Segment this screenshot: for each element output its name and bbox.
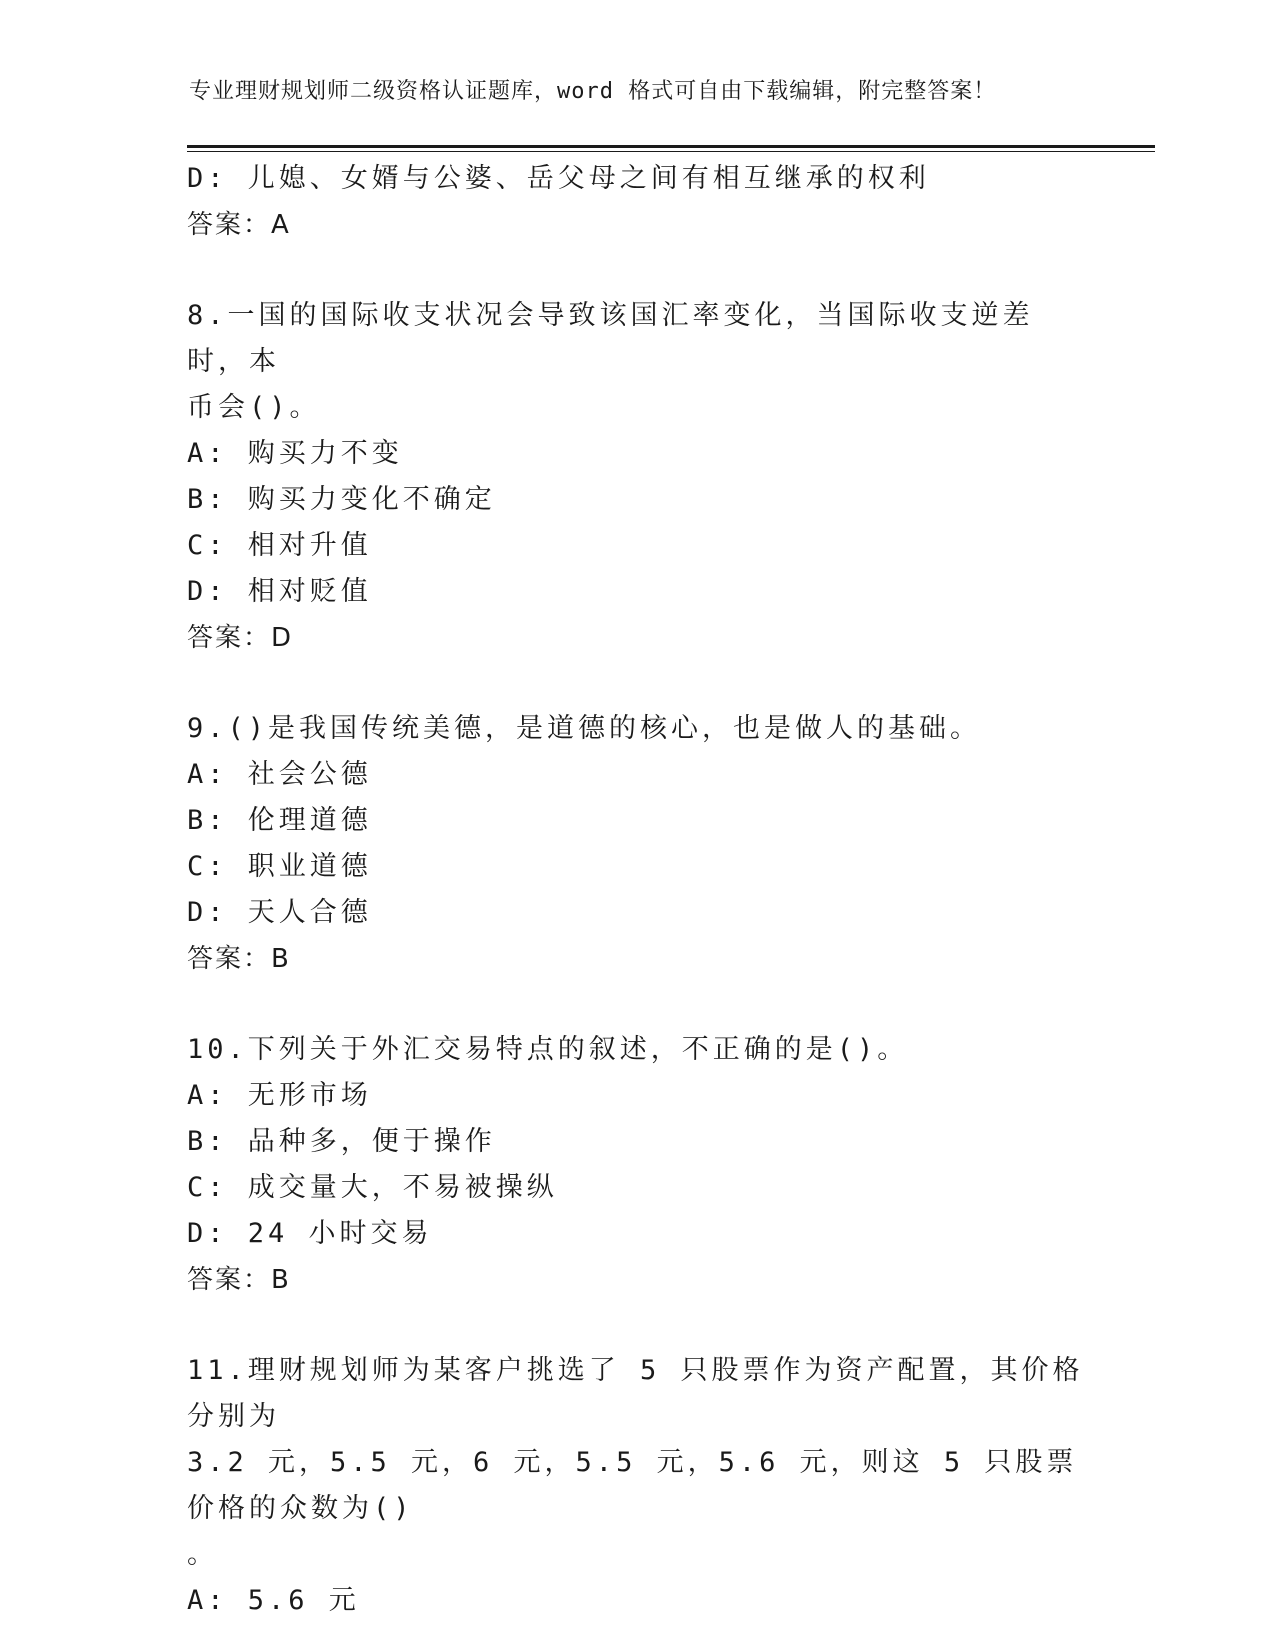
option-a: A: 5.6 元 [187, 1585, 360, 1616]
option-a: A: 购买力不变 [187, 438, 403, 469]
option-d: D: 相对贬值 [187, 576, 372, 607]
answer: 答案：D [187, 623, 294, 653]
question-text: 11.理财规划师为某客户挑选了 5 只股票作为资产配置，其价格分别为 3.2 元，5.5 元，6 元，5.5 元，5.6 元，则这 5 只股票价格的众数为() 。 [187, 1355, 1084, 1570]
option-b: B: 购买力变化不确定 [187, 484, 496, 515]
option-c: C: 职业道德 [187, 851, 372, 882]
option-b: B: 伦理道德 [187, 805, 372, 836]
option-c: C: 成交量大，不易被操纵 [187, 1172, 558, 1203]
question-9 [187, 706, 1087, 982]
option-a: A: 社会公德 [187, 759, 372, 790]
page-header: 专业理财规划师二级资格认证题库，word 格式可自由下载编辑，附完整答案！ [189, 79, 997, 104]
question-11 [187, 1348, 1087, 1624]
question-text: 9.()是我国传统美德，是道德的核心，也是做人的基础。 [187, 713, 982, 744]
option-d: D: 儿媳、女婿与公婆、岳父母之间有相互继承的权利 [187, 163, 930, 194]
header-rule-thin [187, 151, 1155, 152]
option-d: D: 24 小时交易 [187, 1218, 433, 1249]
option-a: A: 无形市场 [187, 1080, 372, 1111]
question-10 [187, 1027, 1087, 1303]
answer: 答案：B [187, 944, 291, 974]
answer: 答案：A [187, 210, 291, 240]
document-body [187, 156, 1087, 1624]
header-rule-thick [187, 145, 1155, 148]
question-text: 10.下列关于外汇交易特点的叙述，不正确的是()。 [187, 1034, 909, 1065]
question-8 [187, 293, 1087, 661]
question-text: 8.一国的国际收支状况会导致该国汇率变化，当国际收支逆差时，本 币会()。 [187, 300, 1034, 423]
option-c: C: 相对升值 [187, 530, 372, 561]
option-b: B: 品种多，便于操作 [187, 1126, 496, 1157]
option-d: D: 天人合德 [187, 897, 372, 928]
answer: 答案：B [187, 1265, 291, 1295]
